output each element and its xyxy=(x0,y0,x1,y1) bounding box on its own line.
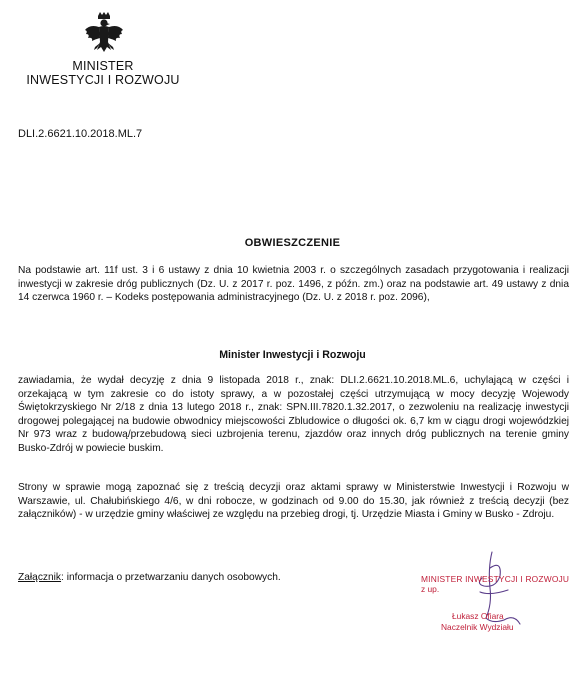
attachment-label: Załącznik xyxy=(18,572,62,583)
institution-name-line1: MINISTER xyxy=(72,59,134,73)
access-info-paragraph: Strony w sprawie mogą zapoznać się z treścią decyzji oraz aktami sprawy w Ministerstwie Inwestycji i Rozwoju w Warszawie, ul. Chałubińskiego 4/6, w dni robocze, w godzinach od 9.00 do 15.30, jak również z treścią decyzji (bez załączników) - w urzędzie gminy właściwej ze względu na przebieg drogi, tj. Urzędzie Miasta i Gminy w Busko - Zdroju. xyxy=(18,482,569,521)
issuer-subheading: Minister Inwestycji i Rozwoju xyxy=(219,349,366,361)
stamp-signer-role: Naczelnik Wydziału xyxy=(441,622,514,632)
decision-paragraph: zawiadamia, że wydał decyzję z dnia 9 listopada 2018 r., znak: DLI.2.6621.10.2018.ML.6, uchylającą w części i orzekającą w tym zakresie co do istoty sprawy, a w pozostałej części utrzymującą w mocy decyzję Wojewody Świętokrzyskiego Nr 2/18 z dnia 13 lutego 2018 r., znak: SPN.III.7820.1.32.2017, o zezwoleniu na realizację inwestycji drogowej polegającej na budowie obwodnicy miejscowości Zbludowice o długości ok. 6,7 km w ciągu drogi wojewódzkiej Nr 973 wraz z budową/przebudową sieci uzbrojenia terenu, zjazdów oraz innych dróg publicznych na terenie gminy Busko-Zdrój w powiecie buskim. xyxy=(18,375,569,454)
reference-number: DLI.2.6621.10.2018.ML.7 xyxy=(18,128,143,140)
polish-eagle-emblem-icon xyxy=(84,12,124,58)
institution-name-line2: INWESTYCJI I ROZWOJU xyxy=(26,73,180,87)
legal-basis-paragraph: Na podstawie art. 11f ust. 3 i 6 ustawy z dnia 10 kwietnia 2003 r. o szczególnych zasadach przygotowania i realizacji inwestycji w zakresie dróg publicznych (Dz. U. z 2017 r. poz. 1496, z późn. zm.) oraz na podstawie art. 49 ustawy z dnia 14 czerwca 1960 r. – Kodeks postępowania administracyjnego (Dz. U. z 2018 r. poz. 2096), xyxy=(18,265,569,304)
document-title: OBWIESZCZENIE xyxy=(244,237,341,249)
attachment-text: : informacja o przetwarzaniu danych osobowych. xyxy=(61,572,281,583)
stamp-signer-name: Łukasz Ofiara xyxy=(452,611,504,621)
stamp-on-behalf: z up. xyxy=(421,584,440,594)
stamp-title: MINISTER INWESTYCJI I ROZWOJU xyxy=(421,574,570,584)
attachment-note xyxy=(18,572,281,583)
